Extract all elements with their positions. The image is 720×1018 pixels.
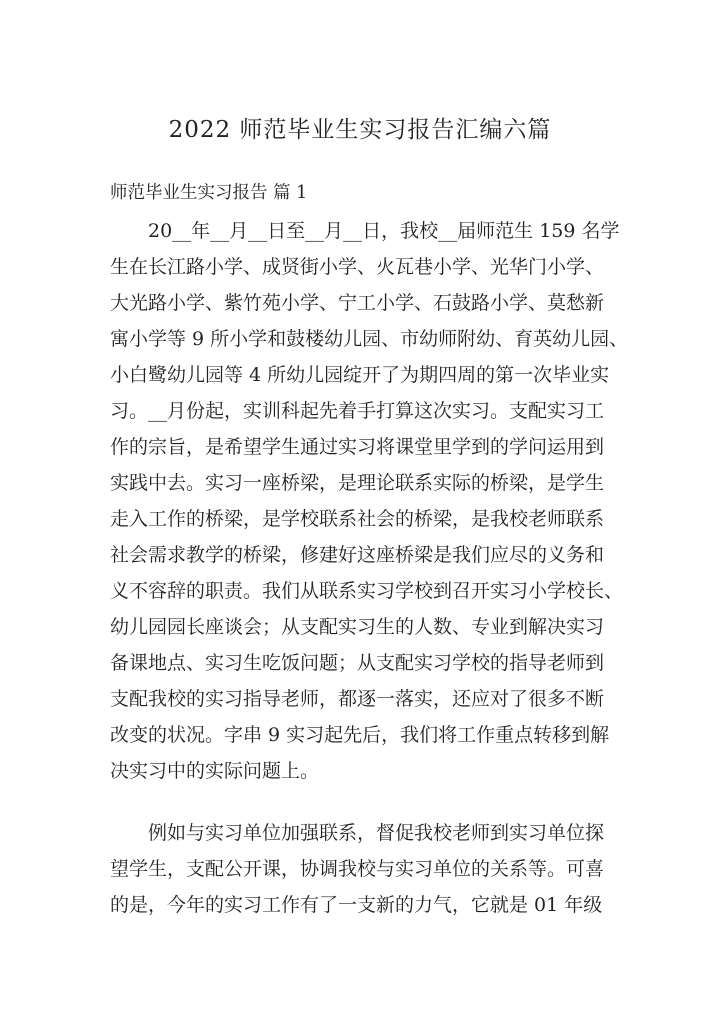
paragraph-1-line-16: 决实习中的实际问题上。 xyxy=(110,760,320,782)
paragraph-1-line-2: 生在长江路小学、成贤街小学、火瓦巷小学、光华门小学、 xyxy=(110,256,605,278)
paragraph-1-line-6: 习。__月份起，实训科起先着手打算这次实习。支配实习工 xyxy=(110,400,605,422)
paragraph-1-line-7: 作的宗旨，是希望学生通过实习将课堂里学到的学问运用到 xyxy=(110,436,605,458)
paragraph-1-line-12: 幼儿园园长座谈会；从支配实习生的人数、专业到解决实习 xyxy=(110,616,605,638)
paragraph-2-line-1: 例如与实习单位加强联系，督促我校老师到实习单位探 xyxy=(148,822,605,844)
paragraph-1-line-10: 社会需求教学的桥梁，修建好这座桥梁是我们应尽的义务和 xyxy=(110,544,605,566)
paragraph-2-line-2: 望学生，支配公开课，协调我校与实习单位的关系等。可喜 xyxy=(110,858,605,880)
paragraph-1-line-9: 走入工作的桥梁，是学校联系社会的桥梁，是我校老师联系 xyxy=(110,508,605,530)
section-heading: 师范毕业生实习报告 篇 1 xyxy=(110,183,308,203)
paragraph-1-line-3: 大光路小学、紫竹苑小学、宁工小学、石鼓路小学、莫愁新 xyxy=(110,292,605,314)
paragraph-1-line-13: 备课地点、实习生吃饭问题；从支配实习学校的指导老师到 xyxy=(110,652,605,674)
paragraph-1-line-14: 支配我校的实习指导老师，都逐一落实，还应对了很多不断 xyxy=(110,688,605,710)
paragraph-1-line-1: 20__年__月__日至__月__日，我校__届师范生 159 名学 xyxy=(148,220,620,242)
paragraph-1-line-5: 小白鹭幼儿园等 4 所幼儿园绽开了为期四周的第一次毕业实 xyxy=(110,364,610,386)
paragraph-2-line-3: 的是，今年的实习工作有了一支新的力气，它就是 01 年级 xyxy=(110,894,603,916)
paragraph-1-line-15: 改变的状况。字串 9 实习起先后，我们将工作重点转移到解 xyxy=(110,724,610,746)
paragraph-1-line-11: 义不容辞的职责。我们从联系实习学校到召开实习小学校长、 xyxy=(110,580,624,602)
paragraph-1-line-4: 寓小学等 9 所小学和鼓楼幼儿园、市幼师附幼、育英幼儿园、 xyxy=(110,328,629,350)
paragraph-1-line-8: 实践中去。实习一座桥梁，是理论联系实际的桥梁，是学生 xyxy=(110,472,605,494)
document-title: 2022 师范毕业生实习报告汇编六篇 xyxy=(168,117,552,143)
